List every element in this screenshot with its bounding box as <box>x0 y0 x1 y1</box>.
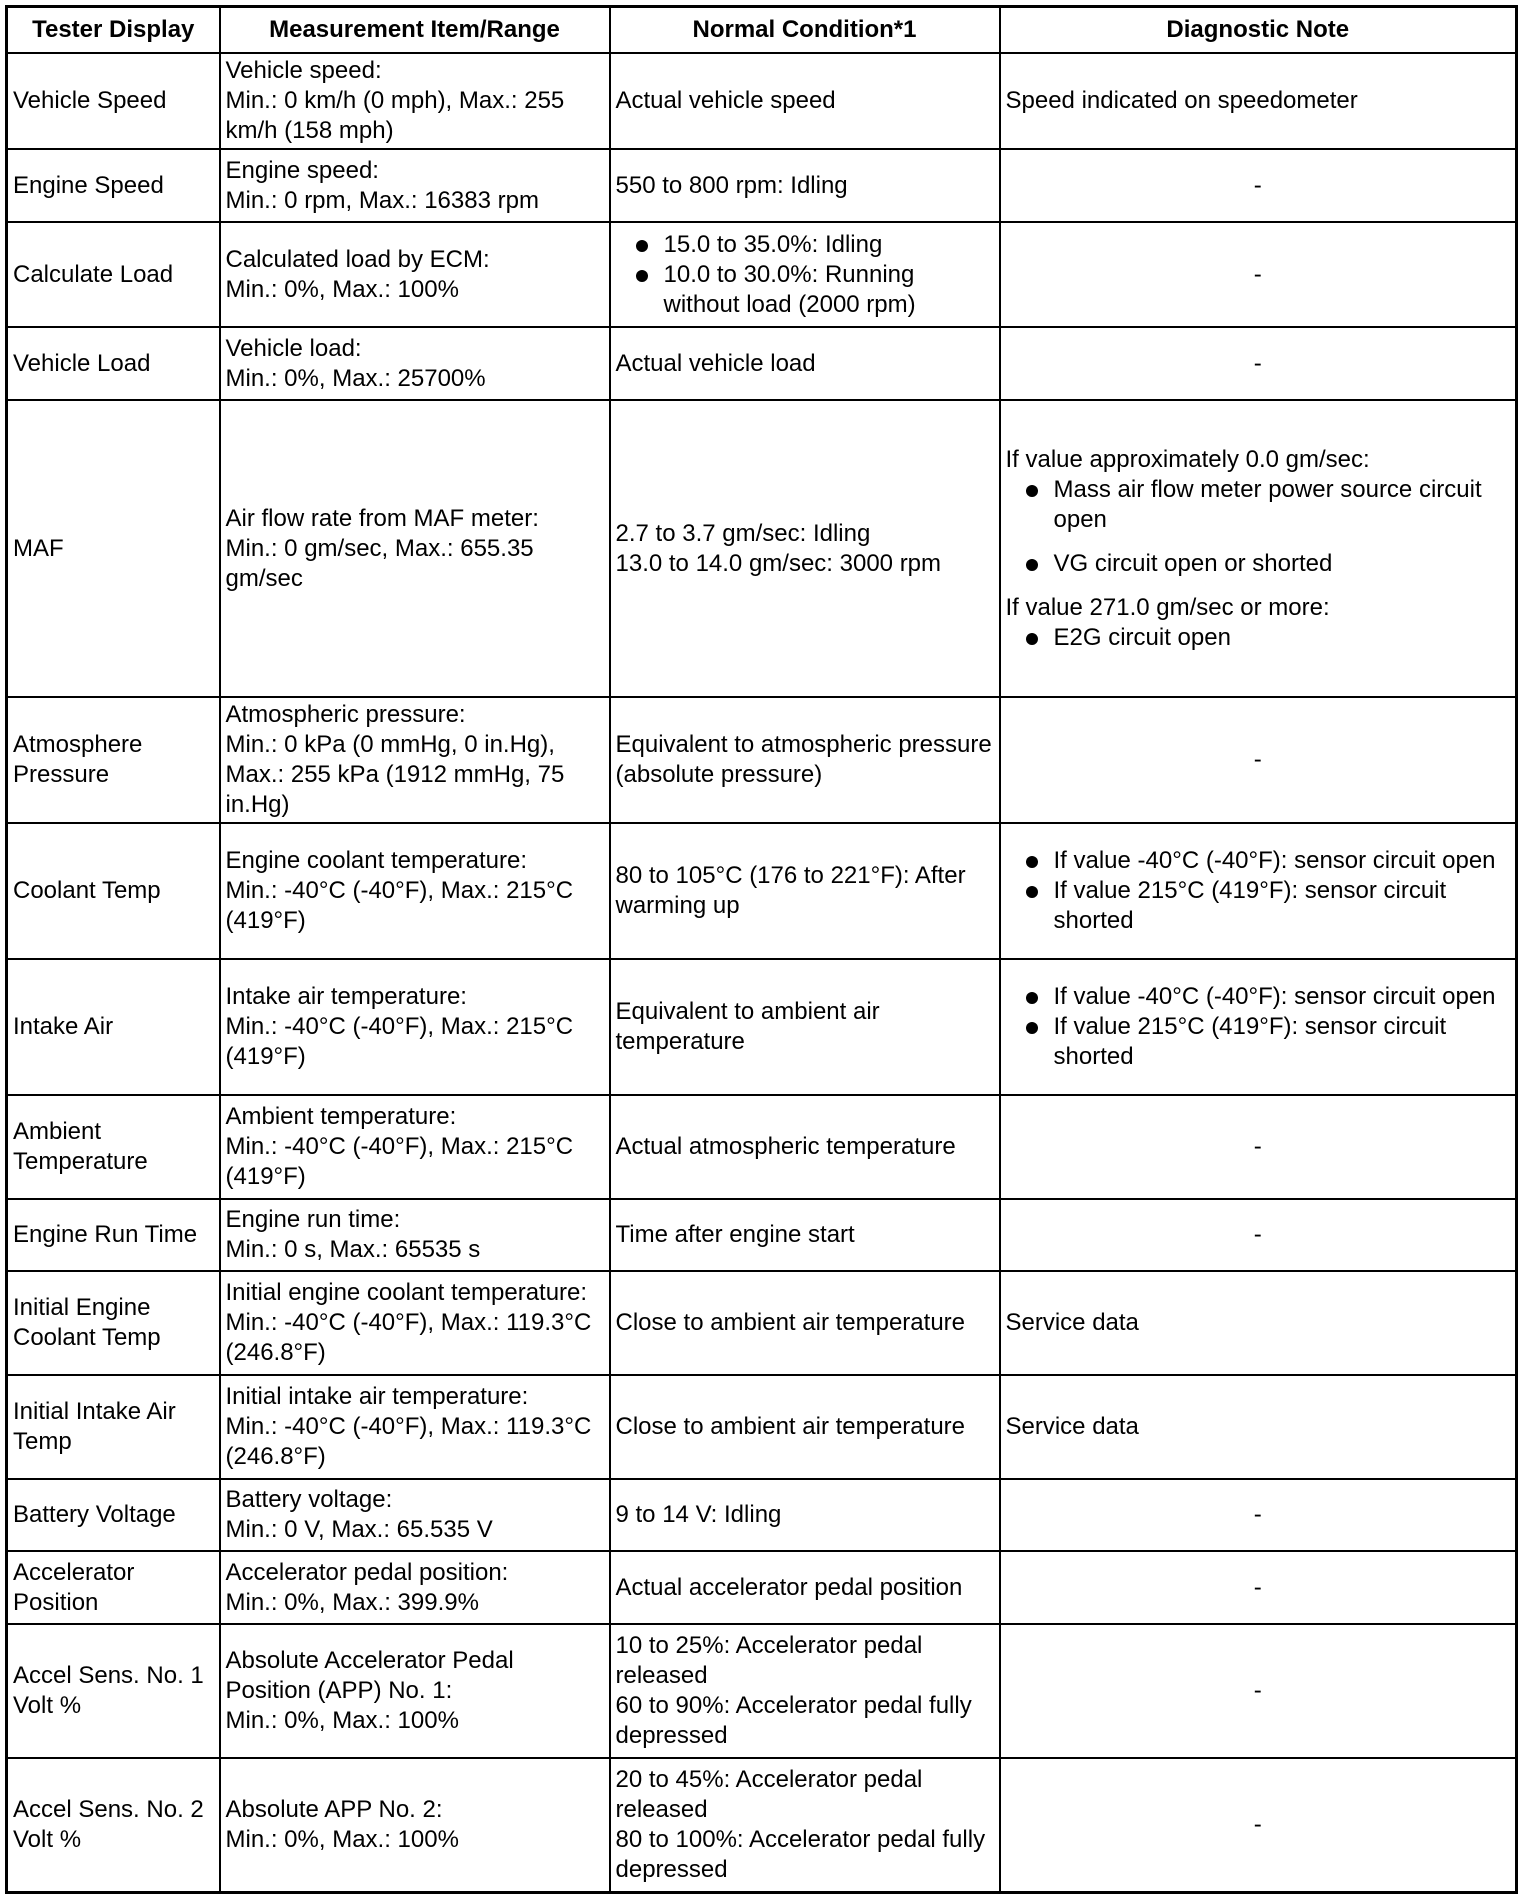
table-row <box>7 697 1517 823</box>
tester-display-cell: Vehicle Speed <box>7 53 220 149</box>
normal-condition-cell: 10 to 25%: Accelerator pedal released 60 to 90%: Accelerator pedal fully depressed <box>610 1624 1000 1758</box>
normal-condition-cell <box>610 222 1000 327</box>
diagnostic-note-cell: - <box>1000 1624 1517 1758</box>
diagnostic-note-cell: - <box>1000 1095 1517 1199</box>
normal-condition-cell: Actual atmospheric temperature <box>610 1095 1000 1199</box>
diagnostic-note-cell: - <box>1000 222 1517 327</box>
tester-display-cell: Engine Speed <box>7 149 220 222</box>
table-row <box>7 1624 1517 1758</box>
normal-condition-cell: 2.7 to 3.7 gm/sec: Idling 13.0 to 14.0 gm/sec: 3000 rpm <box>610 400 1000 697</box>
diagnostic-note-cell: - <box>1000 149 1517 222</box>
normal-condition-cell: Actual accelerator pedal position <box>610 1551 1000 1624</box>
diagnostic-note-cell: - <box>1000 1758 1517 1892</box>
measurement-cell: Initial intake air temperature: Min.: -40°C (-40°F), Max.: 119.3°C (246.8°F) <box>220 1375 610 1479</box>
tester-display-cell: Vehicle Load <box>7 327 220 400</box>
tester-display-cell: Intake Air <box>7 959 220 1095</box>
tester-display-cell: Engine Run Time <box>7 1199 220 1271</box>
measurement-cell: Calculated load by ECM: Min.: 0%, Max.: 100% <box>220 222 610 327</box>
normal-condition-cell: 550 to 800 rpm: Idling <box>610 149 1000 222</box>
table-row <box>7 1551 1517 1624</box>
table-row <box>7 1095 1517 1199</box>
table-row <box>7 1199 1517 1271</box>
diagnostic-note-cell: - <box>1000 697 1517 823</box>
list-item: If value -40°C (-40°F): sensor circuit open <box>1054 982 1511 1012</box>
list-item: VG circuit open or shorted <box>1054 549 1511 579</box>
diagnostic-note-cell: - <box>1000 1479 1517 1551</box>
list-item: If value 215°C (419°F): sensor circuit shorted <box>1054 1012 1511 1072</box>
measurement-cell: Engine run time: Min.: 0 s, Max.: 65535 s <box>220 1199 610 1271</box>
measurement-cell: Intake air temperature: Min.: -40°C (-40°F), Max.: 215°C (419°F) <box>220 959 610 1095</box>
table-row <box>7 53 1517 149</box>
table-row <box>7 1479 1517 1551</box>
header-normal-condition: Normal Condition*1 <box>610 7 1000 54</box>
normal-condition-cell: Time after engine start <box>610 1199 1000 1271</box>
header-tester-display: Tester Display <box>7 7 220 54</box>
normal-condition-cell: Actual vehicle speed <box>610 53 1000 149</box>
tester-display-cell: MAF <box>7 400 220 697</box>
data-list-sheet <box>5 5 1515 1887</box>
normal-condition-cell: Close to ambient air temperature <box>610 1375 1000 1479</box>
measurement-cell: Accelerator pedal position: Min.: 0%, Max.: 399.9% <box>220 1551 610 1624</box>
tester-display-cell: Coolant Temp <box>7 823 220 959</box>
measurement-cell: Air flow rate from MAF meter: Min.: 0 gm/sec, Max.: 655.35 gm/sec <box>220 400 610 697</box>
normal-condition-cell: 20 to 45%: Accelerator pedal released 80 to 100%: Accelerator pedal fully depressed <box>610 1758 1000 1892</box>
diagnostic-note-cell: Service data <box>1000 1375 1517 1479</box>
measurement-cell: Engine speed: Min.: 0 rpm, Max.: 16383 rpm <box>220 149 610 222</box>
measurement-cell: Absolute Accelerator Pedal Position (APP) No. 1: Min.: 0%, Max.: 100% <box>220 1624 610 1758</box>
measurement-cell: Ambient temperature: Min.: -40°C (-40°F), Max.: 215°C (419°F) <box>220 1095 610 1199</box>
tester-display-cell: Accel Sens. No. 1 Volt % <box>7 1624 220 1758</box>
table-row <box>7 1271 1517 1375</box>
note-list <box>1006 982 1511 1072</box>
table-row <box>7 400 1517 697</box>
diagnostic-note-cell: - <box>1000 327 1517 400</box>
list-item: Mass air flow meter power source circuit open <box>1054 475 1511 535</box>
normal-condition-cell: Equivalent to atmospheric pressure (absolute pressure) <box>610 697 1000 823</box>
diagnostic-note-cell <box>1000 823 1517 959</box>
tester-display-cell: Initial Engine Coolant Temp <box>7 1271 220 1375</box>
note-list <box>1006 475 1511 579</box>
normal-condition-cell: 80 to 105°C (176 to 221°F): After warming up <box>610 823 1000 959</box>
tester-data-table <box>5 5 1518 1894</box>
table-row <box>7 1375 1517 1479</box>
header-measurement-item: Measurement Item/Range <box>220 7 610 54</box>
list-item: 10.0 to 30.0%: Running without load (2000 rpm) <box>664 260 994 320</box>
tester-display-cell: Calculate Load <box>7 222 220 327</box>
table-row <box>7 823 1517 959</box>
header-row <box>7 7 1517 54</box>
diagnostic-note-cell <box>1000 400 1517 697</box>
list-item: If value 215°C (419°F): sensor circuit shorted <box>1054 876 1511 936</box>
table-row <box>7 1758 1517 1892</box>
note-list <box>1006 623 1511 653</box>
header-diagnostic-note: Diagnostic Note <box>1000 7 1517 54</box>
normal-condition-list <box>616 230 994 320</box>
tester-display-cell: Atmosphere Pressure <box>7 697 220 823</box>
measurement-cell: Absolute APP No. 2: Min.: 0%, Max.: 100% <box>220 1758 610 1892</box>
tester-display-cell: Battery Voltage <box>7 1479 220 1551</box>
diagnostic-note-cell: Service data <box>1000 1271 1517 1375</box>
table-row <box>7 222 1517 327</box>
diagnostic-note-cell: - <box>1000 1199 1517 1271</box>
measurement-cell: Atmospheric pressure: Min.: 0 kPa (0 mmHg, 0 in.Hg), Max.: 255 kPa (1912 mmHg, 75 in.Hg) <box>220 697 610 823</box>
note-intro: If value approximately 0.0 gm/sec: <box>1005 445 1370 473</box>
normal-condition-cell: 9 to 14 V: Idling <box>610 1479 1000 1551</box>
measurement-cell: Initial engine coolant temperature: Min.: -40°C (-40°F), Max.: 119.3°C (246.8°F) <box>220 1271 610 1375</box>
normal-condition-cell: Actual vehicle load <box>610 327 1000 400</box>
normal-condition-cell: Close to ambient air temperature <box>610 1271 1000 1375</box>
table-row <box>7 959 1517 1095</box>
list-item: E2G circuit open <box>1054 623 1511 653</box>
measurement-cell: Engine coolant temperature: Min.: -40°C (-40°F), Max.: 215°C (419°F) <box>220 823 610 959</box>
tester-display-cell: Initial Intake Air Temp <box>7 1375 220 1479</box>
measurement-cell: Vehicle load: Min.: 0%, Max.: 25700% <box>220 327 610 400</box>
table-row <box>7 327 1517 400</box>
note-intro: If value 271.0 gm/sec or more: <box>1005 593 1330 621</box>
measurement-cell: Vehicle speed: Min.: 0 km/h (0 mph), Max.: 255 km/h (158 mph) <box>220 53 610 149</box>
diagnostic-note-cell: Speed indicated on speedometer <box>1000 53 1517 149</box>
normal-condition-cell: Equivalent to ambient air temperature <box>610 959 1000 1095</box>
diagnostic-note-cell: - <box>1000 1551 1517 1624</box>
list-item: If value -40°C (-40°F): sensor circuit open <box>1054 846 1511 876</box>
diagnostic-note-cell <box>1000 959 1517 1095</box>
list-item: 15.0 to 35.0%: Idling <box>664 230 994 260</box>
tester-display-cell: Ambient Temperature <box>7 1095 220 1199</box>
note-list <box>1006 846 1511 936</box>
measurement-cell: Battery voltage: Min.: 0 V, Max.: 65.535 V <box>220 1479 610 1551</box>
tester-display-cell: Accelerator Position <box>7 1551 220 1624</box>
table-row <box>7 149 1517 222</box>
tester-display-cell: Accel Sens. No. 2 Volt % <box>7 1758 220 1892</box>
